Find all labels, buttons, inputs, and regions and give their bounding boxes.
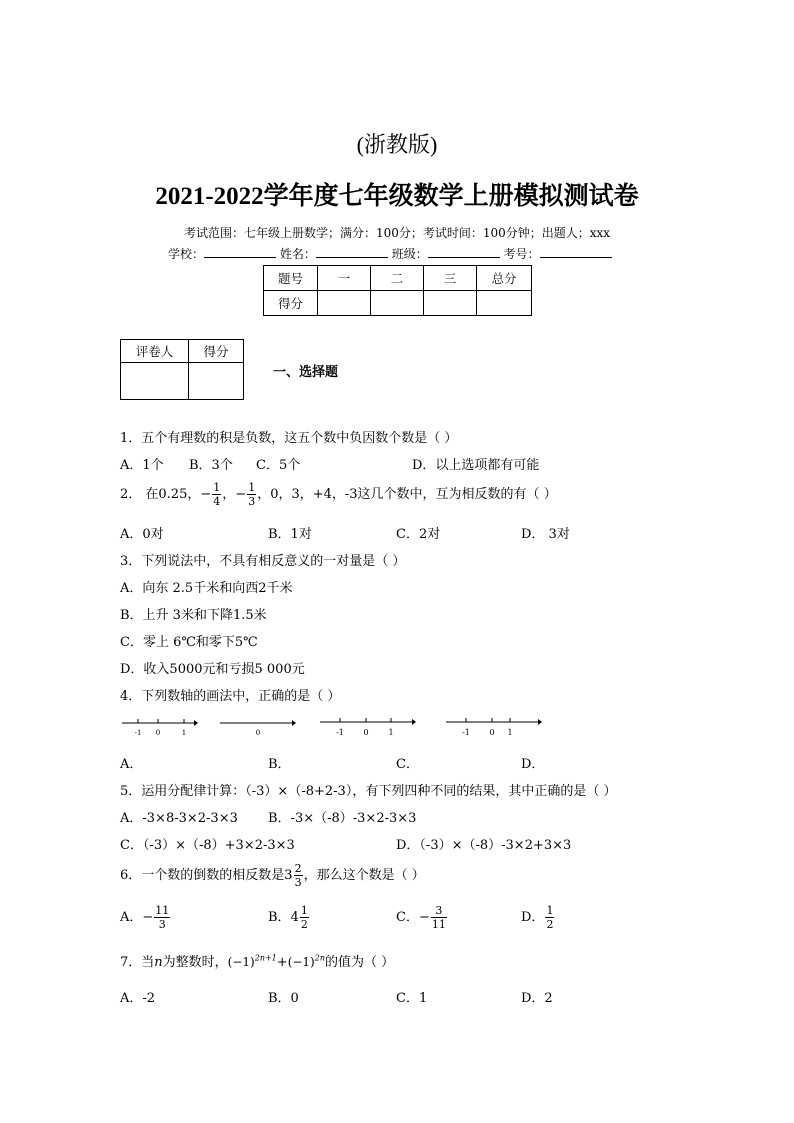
q6-option-b	[268, 903, 310, 933]
name-label: 姓名：	[279, 247, 316, 261]
q4-option-d: D．	[521, 757, 545, 772]
q2-sep: ，	[222, 487, 236, 502]
q2-option-b: B．1对	[268, 527, 312, 542]
q2-option-a: A．0对	[120, 527, 164, 542]
number-line-d	[444, 713, 544, 737]
score-cell-total[interactable]	[477, 291, 532, 316]
q6-d-label: D．	[521, 910, 545, 925]
number-line-a	[120, 715, 200, 739]
q6-d-den: 2	[546, 918, 554, 931]
q3-option-b: B．上升 3米和下降1.5米	[120, 608, 267, 623]
axis-c-label-0: 0	[363, 728, 369, 737]
q6-option-d	[521, 903, 555, 933]
grader-score-cell[interactable]	[189, 363, 244, 400]
axis-d-label-neg1: -1	[462, 728, 470, 737]
q2-fraction-1	[212, 481, 221, 508]
q2-option-d: D． 3对	[521, 527, 570, 542]
q2-frac2-sign: −	[235, 487, 247, 502]
score-header-2: 二	[371, 266, 424, 291]
q6-c-sign: −	[418, 910, 430, 925]
q7-variable: n	[154, 955, 163, 970]
score-row-label: 得分	[264, 291, 318, 316]
q7-mid: 为整数时，	[162, 955, 228, 970]
q2-frac1-num: 1	[213, 481, 221, 494]
axis-d-label-0: 0	[489, 728, 495, 737]
q6-d-fraction	[545, 904, 554, 931]
axis-d-label-1: 1	[507, 728, 513, 737]
q3-option-c: C．零上 6℃和零下5℃	[120, 635, 258, 650]
grader-score-header: 得分	[189, 340, 244, 363]
q6-a-den: 3	[158, 918, 166, 931]
q2-fraction-2	[247, 481, 256, 508]
q6-a-sign: −	[142, 910, 154, 925]
q2-prefix: 2． 在0.25，	[120, 487, 201, 502]
score-header-total: 总分	[477, 266, 532, 291]
score-header-1: 一	[318, 266, 371, 291]
q1-option-a: A．1个	[120, 458, 164, 473]
q7-suffix: 的值为（ ）	[325, 955, 395, 970]
q4-option-b: B．	[268, 757, 291, 772]
q1-option-d: D．以上选项都有可能	[412, 458, 540, 473]
q7-plus: +	[276, 955, 288, 970]
q6-b-fraction	[300, 904, 309, 931]
q7-prefix: 7．当	[120, 955, 155, 970]
q6-c-den: 11	[431, 918, 446, 931]
q7-option-c: C．1	[396, 991, 428, 1006]
q4-option-a: A．	[120, 757, 143, 772]
q2-frac2-num: 1	[248, 481, 256, 494]
q6-fraction	[294, 862, 303, 889]
q6-c-num: 3	[431, 904, 447, 918]
q6-suffix: ，那么这个数是（ ）	[303, 868, 425, 883]
q6-num: 2	[294, 862, 302, 875]
q5-option-b: B．-3×（-8）-3×2-3×3	[268, 811, 417, 826]
class-blank[interactable]	[428, 246, 500, 258]
axis-c-label-1: 1	[388, 728, 394, 737]
q7-exponent2: 2n	[314, 953, 325, 963]
number-line-c	[318, 713, 418, 737]
q6-b-whole: 4	[290, 910, 299, 925]
q6-a-num: 11	[155, 904, 170, 917]
question-7-stem	[120, 951, 394, 970]
q6-den: 3	[294, 876, 302, 889]
grader-table	[120, 339, 244, 400]
score-header-qnum: 题号	[264, 266, 318, 291]
grader-header: 评卷人	[121, 340, 189, 363]
name-blank[interactable]	[316, 246, 388, 258]
q6-b-num: 1	[300, 904, 308, 917]
q2-frac2-den: 3	[248, 495, 256, 508]
grader-cell[interactable]	[121, 363, 189, 400]
q6-c-fraction	[431, 904, 447, 931]
q1-option-c: C．5个	[256, 458, 301, 473]
class-label: 班级：	[391, 247, 428, 261]
q5-option-d: D．（-3）×（-8）-3×2+3×3	[396, 838, 572, 853]
exam-title: 2021-2022学年度七年级数学上册模拟测试卷	[155, 183, 639, 210]
axis-a-label-0: 0	[155, 729, 161, 737]
score-cell-3[interactable]	[424, 291, 477, 316]
q7-expr2: (−1)	[287, 955, 315, 969]
school-blank[interactable]	[204, 246, 276, 258]
q7-exponent1: 2n+1	[254, 953, 277, 963]
q2-option-c: C．2对	[396, 527, 441, 542]
q4-option-c: C．	[396, 757, 419, 772]
exam-number-blank[interactable]	[540, 246, 612, 258]
axis-a-label-neg1: -1	[134, 729, 142, 737]
q2-frac1-sign: −	[200, 487, 212, 502]
axis-c-label-neg1: -1	[336, 728, 344, 737]
q6-a-fraction	[154, 904, 170, 931]
q7-option-d: D．2	[521, 991, 553, 1006]
question-6-stem	[120, 861, 425, 891]
q6-c-label: C．	[396, 910, 419, 925]
question-4-stem: 4．下列数轴的画法中，正确的是（ ）	[120, 689, 341, 704]
q6-b-den: 2	[300, 918, 308, 931]
exam-number-label: 考号：	[503, 247, 540, 261]
q7-option-b: B．0	[268, 991, 299, 1006]
school-label: 学校：	[168, 247, 205, 261]
question-2-stem	[120, 480, 557, 510]
number-line-b	[218, 715, 298, 739]
q6-whole: 3	[284, 868, 293, 883]
exam-info: 考试范围：七年级上册数学；满分：100分；考试时间：100分钟；出题人；xxx	[183, 226, 611, 240]
q2-frac1-den: 4	[213, 495, 221, 508]
score-cell-1[interactable]	[318, 291, 371, 316]
q6-option-a	[120, 903, 171, 933]
q5-option-c: C．（-3）×（-8）+3×2-3×3	[120, 838, 295, 853]
question-3-stem: 3．下列说法中，不具有相反意义的一对量是（ ）	[120, 554, 406, 569]
question-1-stem: 1．五个有理数的积是负数，这五个数中负因数个数是（ ）	[120, 431, 458, 446]
exam-edition: (浙教版)	[356, 132, 438, 157]
q6-b-label: B．	[268, 910, 291, 925]
score-header-3: 三	[424, 266, 477, 291]
q2-suffix: ，0，3，+4，-3这几个数中，互为相反数的有（ ）	[257, 487, 557, 502]
q5-option-a: A．-3×8-3×2-3×3	[120, 811, 238, 826]
q6-option-c	[396, 903, 448, 933]
q6-d-num: 1	[546, 904, 554, 917]
q6-prefix: 6．一个数的倒数的相反数是	[120, 868, 285, 883]
section-title: 一、选择题	[273, 365, 339, 380]
q1-option-b: B．3个	[189, 458, 233, 473]
student-fields	[168, 245, 612, 262]
q6-a-label: A．	[120, 910, 143, 925]
q3-option-a: A．向东 2.5千米和向西2千米	[120, 581, 293, 596]
q3-option-d: D．收入5000元和亏损5 000元	[120, 662, 305, 677]
score-cell-2[interactable]	[371, 291, 424, 316]
axis-b-label-0: 0	[255, 729, 261, 737]
axis-a-label-1: 1	[181, 729, 187, 737]
score-table	[263, 265, 532, 316]
q7-option-a: A．-2	[120, 991, 156, 1006]
question-5-stem: 5．运用分配律计算：（-3）×（-8+2-3），有下列四种不同的结果，其中正确的是（ ）	[120, 784, 617, 799]
q7-expr1: (−1)	[227, 955, 255, 969]
